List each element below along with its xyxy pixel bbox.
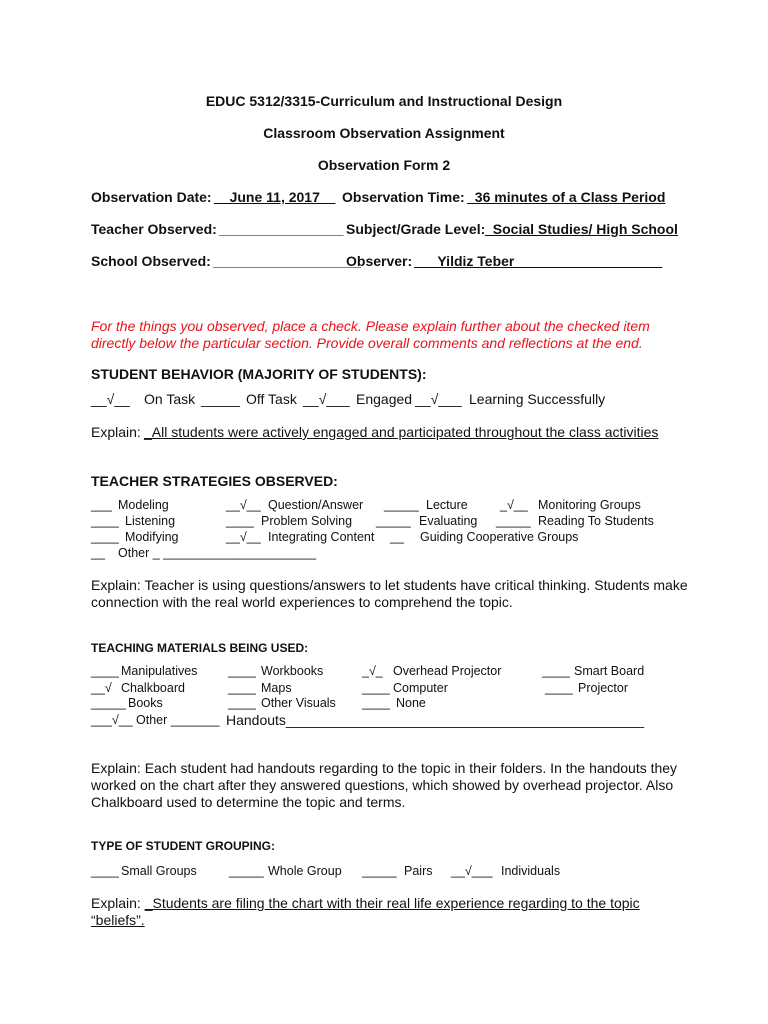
material-mark: ____: [228, 664, 256, 678]
material-label: Other Visuals: [261, 696, 336, 710]
strategy-label: Question/Answer: [268, 498, 364, 512]
grouping-label: Pairs: [404, 864, 433, 878]
behavior-explain-label: Explain:: [91, 424, 141, 440]
course-title: EDUC 5312/3315-Curriculum and Instructional Design: [205, 93, 563, 109]
grouping-mark: _____: [362, 864, 397, 878]
teaching-materials-heading: TEACHING MATERIALS BEING USED:: [91, 641, 309, 655]
teacher-strategies-heading: TEACHER STRATEGIES OBSERVED:: [91, 473, 338, 489]
strategy-label: Reading To Students: [538, 514, 654, 528]
strategy-label: Listening: [125, 514, 176, 528]
material-label: Books: [128, 696, 163, 710]
strategy-label: Modeling: [118, 498, 169, 512]
check-on-task-mark: __√__: [91, 391, 130, 407]
student-behavior-heading: STUDENT BEHAVIOR (MAJORITY OF STUDENTS):: [91, 366, 427, 382]
strategy-mark: _____: [376, 514, 411, 528]
grouping-explain-text: _Students are filing the chart with their real life experience regarding to the topic “beliefs”.: [91, 895, 640, 928]
material-mark: ____: [362, 681, 390, 695]
check-engaged-label: Engaged: [356, 391, 413, 407]
teacher-label: Teacher Observed:: [91, 221, 217, 237]
material-mark: ____: [545, 681, 573, 695]
strategy-mark: __√__: [226, 530, 261, 544]
material-label: None: [396, 696, 426, 710]
grouping-mark: ____: [91, 864, 119, 878]
instructions-text: For the things you observed, place a check. Please explain further about the checked item directly below the particular section. Provide overall comments and reflections at the end.: [91, 318, 650, 351]
material-label: Smart Board: [574, 664, 645, 678]
material-label: Maps: [261, 681, 292, 695]
material-label: Other _______: [136, 713, 220, 727]
strategy-label: Monitoring Groups: [538, 498, 641, 512]
grouping-label: Individuals: [501, 864, 561, 878]
material-mark: _____: [91, 696, 126, 710]
material-mark: ____: [362, 696, 390, 710]
check-learning-mark: __√___: [415, 391, 462, 407]
strategy-mark: __: [390, 530, 404, 544]
material-label: Manipulatives: [121, 664, 198, 678]
strategy-label: Modifying: [125, 530, 179, 544]
school-label: School Observed:: [91, 253, 211, 269]
grouping-label: Small Groups: [121, 864, 197, 878]
grouping-explain-label: Explain:: [91, 895, 141, 911]
material-mark: ___√__: [91, 713, 133, 727]
observer-label: Observer:: [346, 253, 413, 269]
material-label: Projector: [578, 681, 629, 695]
strategies-explain-text: Explain: Teacher is using questions/answers to let students have critical thinking. Students make connection with the real world experiences to comprehend the topic.: [91, 577, 688, 610]
strategy-mark: __√__: [226, 498, 261, 512]
form-title: Observation Form 2: [317, 157, 451, 173]
material-mark: _√_: [362, 664, 383, 678]
strategy-mark: ____: [91, 514, 119, 528]
grouping-mark: _____: [229, 864, 264, 878]
material-mark: ____: [542, 664, 570, 678]
subject-label: Subject/Grade Level:: [346, 221, 486, 237]
check-on-task-label: On Task: [144, 391, 196, 407]
date-label: Observation Date:: [91, 189, 212, 205]
material-mark: ____: [228, 681, 256, 695]
materials-explain-text: Explain: Each student had handouts regarding to the topic in their folders. In the handouts they worked on the chart after they answered questions, which showed by overhead projector. Also Chalkboard used to determine the topic and terms.: [91, 760, 678, 810]
grouping-label: Whole Group: [268, 864, 342, 878]
assignment-title: Classroom Observation Assignment: [263, 125, 505, 141]
date-value: __June 11, 2017__: [214, 189, 336, 205]
strategy-mark: ___: [91, 498, 112, 512]
strategy-mark: ____: [91, 530, 119, 544]
observer-value: ___Yildiz Teber___________________: [414, 253, 663, 269]
check-learning-label: Learning Successfully: [469, 391, 606, 407]
material-label: Overhead Projector: [393, 664, 502, 678]
check-off-task-label: Off Task: [246, 391, 297, 407]
teacher-value: ________________: [219, 221, 344, 237]
other-materials-value: Handouts______________________________________________: [226, 712, 645, 728]
subject-value: _Social Studies/ High School: [485, 221, 678, 237]
strategy-label: Evaluating: [419, 514, 478, 528]
strategy-label: Lecture: [426, 498, 468, 512]
check-off-task-mark: _____: [201, 391, 240, 407]
material-label: Chalkboard: [121, 681, 185, 695]
school-value: ___________________: [213, 253, 361, 269]
strategy-mark: __: [91, 546, 105, 560]
strategy-mark: _√__: [500, 498, 528, 512]
grouping-explain: [91, 895, 691, 929]
strategy-label: Problem Solving: [261, 514, 353, 528]
material-mark: ____: [91, 664, 119, 678]
strategy-label: Integrating Content: [268, 530, 375, 544]
material-label: Computer: [393, 681, 448, 695]
time-value: _36 minutes of a Class Period: [467, 189, 666, 205]
time-label: Observation Time:: [342, 189, 465, 205]
grouping-mark: __√___: [451, 864, 493, 878]
material-label: Workbooks: [261, 664, 324, 678]
strategy-label: Guiding Cooperative Groups: [420, 530, 579, 544]
material-mark: ____: [228, 696, 256, 710]
behavior-explain-text: _All students were actively engaged and participated throughout the class activities: [144, 424, 659, 440]
check-engaged-mark: __√___: [303, 391, 350, 407]
strategy-mark: _____: [496, 514, 531, 528]
strategy-mark: ____: [226, 514, 254, 528]
student-grouping-heading: TYPE OF STUDENT GROUPING:: [91, 839, 276, 853]
strategy-mark: _____: [384, 498, 419, 512]
strategy-label: Other _ ______________________: [118, 546, 317, 560]
material-mark: __√: [91, 681, 112, 695]
